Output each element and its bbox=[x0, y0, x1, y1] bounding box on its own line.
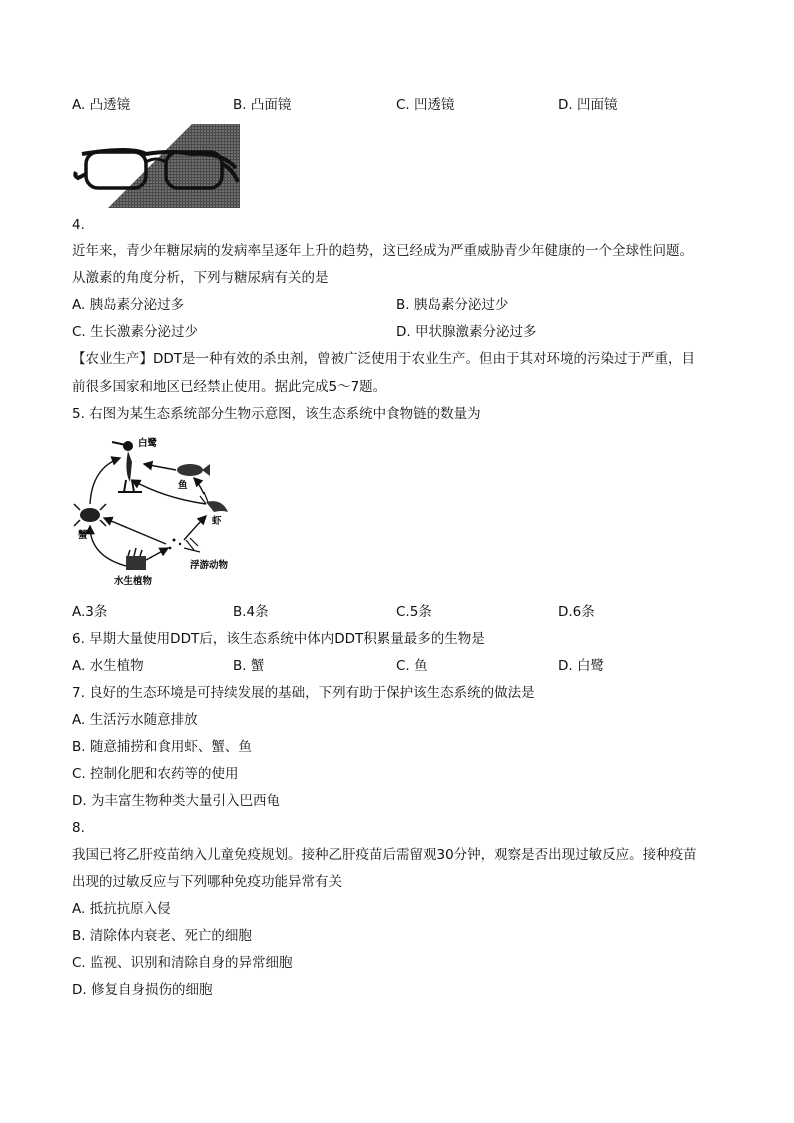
q5-option-a: A.3条 bbox=[72, 604, 108, 620]
glasses-image bbox=[72, 124, 240, 208]
context-line1: 【农业生产】DDT是一种有效的杀虫剂，曾被广泛使用于农业生产。但由于其对环境的污染过于严重，目 bbox=[72, 351, 696, 367]
q4-number: 4. bbox=[72, 217, 85, 233]
fish-label: 鱼 bbox=[178, 480, 188, 491]
shrimp-icon bbox=[200, 492, 228, 512]
q4-option-c: C. 生长激素分泌过少 bbox=[72, 324, 199, 340]
q3-option-d: D. 凹面镜 bbox=[558, 97, 618, 113]
food-web-diagram bbox=[72, 432, 242, 600]
plankton-label: 浮游动物 bbox=[190, 560, 229, 571]
q7-stem: 7. 良好的生态环境是可持续发展的基础，下列有助于保护该生态系统的做法是 bbox=[72, 685, 535, 701]
crab-icon bbox=[74, 504, 106, 526]
q3-option-b: B. 凸面镜 bbox=[233, 97, 292, 113]
q8-stem-line2: 出现的过敏反应与下列哪种免疫功能异常有关 bbox=[72, 874, 342, 890]
q7-option-d: D. 为丰富生物种类大量引入巴西龟 bbox=[72, 793, 280, 809]
aquatic-plant-label: 水生植物 bbox=[114, 576, 153, 587]
q5-option-c: C.5条 bbox=[396, 604, 432, 620]
aquatic-plant-icon bbox=[126, 548, 146, 570]
q8-stem-line1: 我国已将乙肝疫苗纳入儿童免疫规划。接种乙肝疫苗后需留观30分钟，观察是否出现过敏反应。接种疫苗 bbox=[72, 847, 697, 863]
q8-option-c: C. 监视、识别和清除自身的异常细胞 bbox=[72, 955, 293, 971]
q5-stem: 5. 右图为某生态系统部分生物示意图，该生态系统中食物链的数量为 bbox=[72, 406, 481, 422]
q4-stem-line2: 从激素的角度分析，下列与糖尿病有关的是 bbox=[72, 270, 329, 286]
q6-stem: 6. 早期大量使用DDT后，该生态系统中体内DDT积累量最多的生物是 bbox=[72, 631, 485, 647]
q7-option-a: A. 生活污水随意排放 bbox=[72, 712, 198, 728]
q8-number: 8. bbox=[72, 820, 85, 836]
context-line2: 前很多国家和地区已经禁止使用。据此完成5～7题。 bbox=[72, 379, 387, 395]
q3-option-a: A. 凸透镜 bbox=[72, 97, 131, 113]
q4-option-b: B. 胰岛素分泌过少 bbox=[396, 297, 509, 313]
q6-option-d: D. 白鹭 bbox=[558, 658, 604, 674]
q6-option-b: B. 蟹 bbox=[233, 658, 265, 674]
q6-option-c: C. 鱼 bbox=[396, 658, 428, 674]
q4-option-d: D. 甲状腺激素分泌过多 bbox=[396, 324, 537, 340]
q8-option-a: A. 抵抗抗原入侵 bbox=[72, 901, 171, 917]
fish-icon bbox=[177, 464, 210, 476]
q6-option-a: A. 水生植物 bbox=[72, 658, 144, 674]
q5-option-b: B.4条 bbox=[233, 604, 269, 620]
q7-option-c: C. 控制化肥和农药等的使用 bbox=[72, 766, 239, 782]
q4-option-a: A. 胰岛素分泌过多 bbox=[72, 297, 185, 313]
q3-option-c: C. 凹透镜 bbox=[396, 97, 455, 113]
q4-stem-line1: 近年来，青少年糖尿病的发病率呈逐年上升的趋势，这已经成为严重威胁青少年健康的一个全球性问题。 bbox=[72, 243, 693, 259]
shrimp-label: 虾 bbox=[212, 516, 222, 527]
q7-option-b: B. 随意捕捞和食用虾、蟹、鱼 bbox=[72, 739, 252, 755]
crab-label: 蟹 bbox=[78, 530, 88, 541]
q5-option-d: D.6条 bbox=[558, 604, 595, 620]
egret-label: 白鹭 bbox=[138, 438, 158, 449]
q8-option-d: D. 修复自身损伤的细胞 bbox=[72, 982, 213, 998]
q8-option-b: B. 清除体内衰老、死亡的细胞 bbox=[72, 928, 252, 944]
